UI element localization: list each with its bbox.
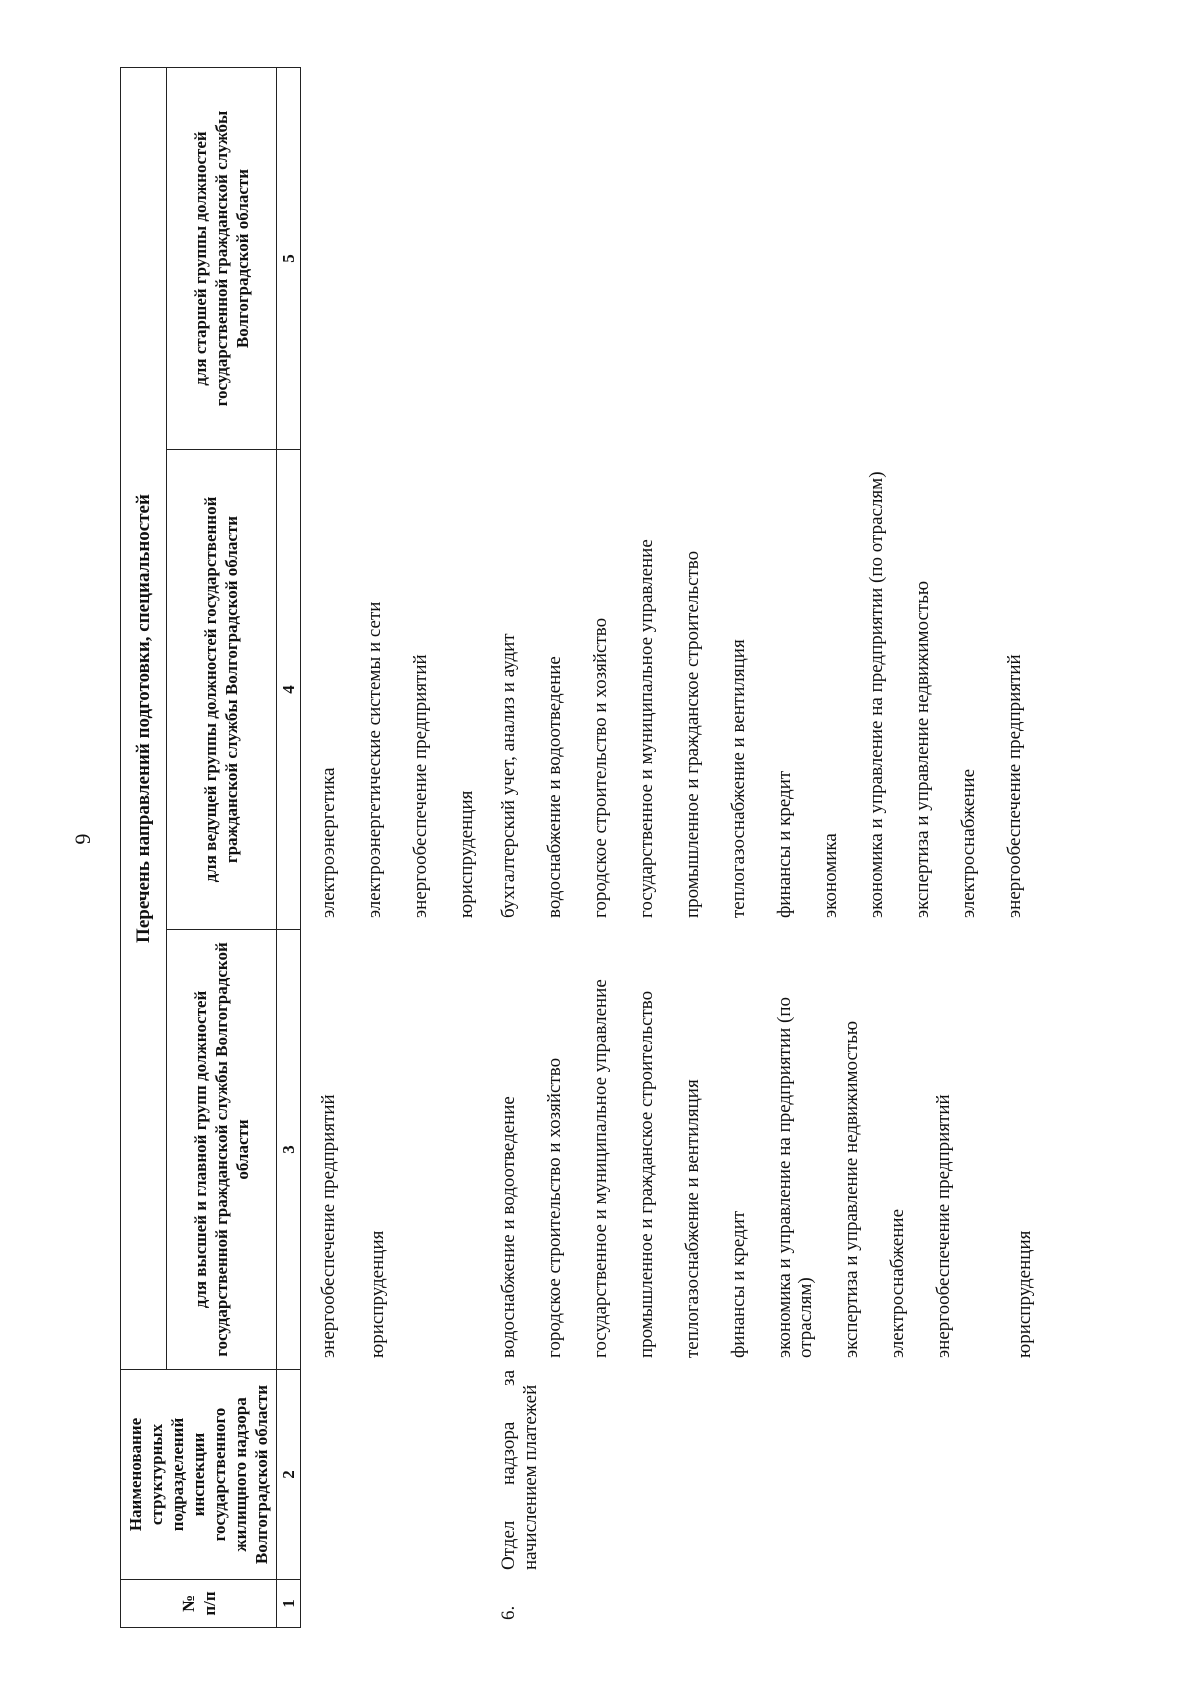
list-item: юриспруденция bbox=[456, 790, 477, 918]
row6-col3 bbox=[498, 938, 1035, 1358]
header-col1: № п/п bbox=[121, 1580, 277, 1628]
header-col4: для ведущей группы должностей государственной гражданской службы Волгоградской области bbox=[166, 450, 276, 930]
row6-department-name: Отдел надзора за начислением платежей bbox=[498, 1370, 541, 1570]
list-item: городское строительство и хозяйство bbox=[544, 1057, 565, 1358]
list-item: водоснабжение и водоотведение bbox=[544, 656, 565, 918]
rotated-table-sheet bbox=[120, 68, 1035, 1628]
list-item: энергообеспечение предприятий bbox=[1004, 654, 1025, 918]
list-item: юриспруденция bbox=[1014, 1230, 1035, 1358]
list-item: энергообеспечение предприятий bbox=[933, 1094, 954, 1358]
list-item: энергообеспечение предприятий bbox=[318, 1094, 339, 1358]
col-number-2: 2 bbox=[277, 1370, 301, 1580]
list-item: бухгалтерский учет, анализ и аудит bbox=[498, 633, 519, 918]
list-item: водоснабжение и водоотведение bbox=[498, 1096, 519, 1358]
list-item: финансы и кредит bbox=[728, 1210, 749, 1358]
col-number-5: 5 bbox=[277, 68, 301, 450]
list-item: энергообеспечение предприятий bbox=[410, 654, 431, 918]
list-item: экономика и управление на предприятии (по отраслям) bbox=[774, 996, 816, 1358]
header-col3: для высшей и главной групп должностей государственной гражданской службы Волгоградской области bbox=[166, 930, 276, 1370]
list-item: промышленное и гражданское строительство bbox=[682, 550, 703, 918]
list-item: финансы и кредит bbox=[774, 770, 795, 918]
col-number-4: 4 bbox=[277, 450, 301, 930]
table-body bbox=[312, 68, 1035, 1628]
header-group-title: Перечень направлений подготовки, специальностей bbox=[121, 68, 167, 1370]
list-item: теплогазоснабжение и вентиляция bbox=[728, 639, 749, 918]
header-col2: Наименование структурных подразделений инспекции государственного жилищного надзора Волгоградской области bbox=[121, 1370, 277, 1580]
row6-number: 6. bbox=[498, 1605, 519, 1620]
page-number: 6 bbox=[70, 833, 96, 845]
continued-col4 bbox=[318, 448, 477, 918]
list-item: промышленное и гражданское строительство bbox=[636, 990, 657, 1358]
list-item: теплогазоснабжение и вентиляция bbox=[682, 1079, 703, 1358]
list-item: государственное и муниципальное управление bbox=[590, 979, 611, 1358]
list-item: электроснабжение bbox=[887, 1208, 908, 1358]
list-item: электроснабжение bbox=[958, 768, 979, 918]
list-item: электроэнергетика bbox=[318, 767, 339, 918]
list-item: экономика и управление на предприятии (по отраслям) bbox=[866, 471, 887, 918]
list-item: государственное и муниципальное управление bbox=[636, 539, 657, 918]
col-number-1: 1 bbox=[277, 1580, 301, 1628]
header-col5: для старшей группы должностей государственной гражданской службы Волгоградской области bbox=[166, 68, 276, 450]
list-item: экономика bbox=[820, 833, 841, 918]
col-number-3: 3 bbox=[277, 930, 301, 1370]
list-item: электроэнергетические системы и сети bbox=[364, 601, 385, 918]
list-item: экспертиза и управление недвижимостью bbox=[841, 1020, 862, 1358]
list-item: городское строительство и хозяйство bbox=[590, 617, 611, 918]
list-item: экспертиза и управление недвижимостью bbox=[912, 580, 933, 918]
row6-col4 bbox=[498, 448, 1025, 918]
list-item: юриспруденция bbox=[367, 1230, 388, 1358]
continued-col3 bbox=[318, 938, 388, 1358]
header-table bbox=[120, 67, 301, 1628]
